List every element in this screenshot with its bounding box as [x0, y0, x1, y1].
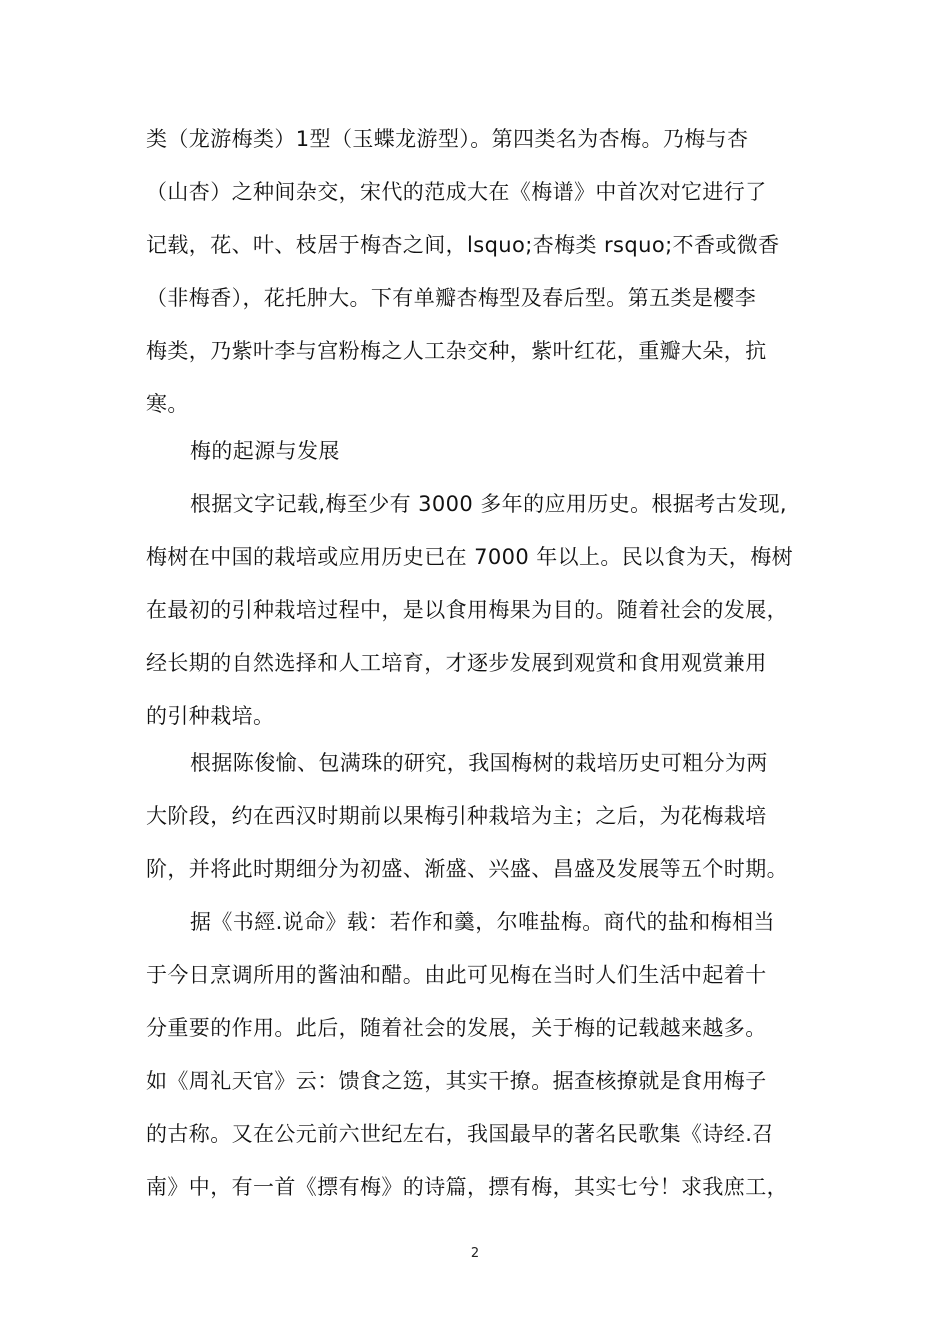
section-heading: 梅的起源与发展: [190, 439, 340, 463]
text-line: 梅树在中国的栽培或应用历史已在 7000 年以上。民以食为天，梅树: [146, 545, 793, 569]
text-line: （非梅香），花托肿大。下有单瓣杏梅型及春后型。第五类是樱李: [146, 286, 757, 310]
text-line: 大阶段，约在西汉时期前以果梅引种栽培为主；之后，为花梅栽培: [146, 804, 767, 828]
text-line: 在最初的引种栽培过程中，是以食用梅果为目的。随着社会的发展，: [146, 598, 788, 622]
text-line: 的引种栽培。: [146, 704, 275, 728]
text-line: 根据文字记载,梅至少有 3000 多年的应用历史。根据考古发现,: [190, 492, 787, 516]
text-line: 阶，并将此时期细分为初盛、渐盛、兴盛、昌盛及发展等五个时期。: [146, 857, 788, 881]
text-line: 根据陈俊愉、包满珠的研究，我国梅树的栽培历史可粗分为两: [190, 751, 768, 775]
text-line: 于今日烹调所用的酱油和醋。由此可见梅在当时人们生活中起着十: [146, 963, 767, 987]
text-line: 寒。: [146, 392, 189, 416]
text-line: 记载，花、叶、枝居于梅杏之间，lsquo;杏梅类 rsquo;不香或微香: [146, 233, 780, 257]
text-line: 经长期的自然选择和人工培育，才逐步发展到观赏和食用观赏兼用: [146, 651, 767, 675]
text-line: 分重要的作用。此后，随着社会的发展，关于梅的记载越来越多。: [146, 1016, 767, 1040]
text-line: 南》中，有一首《摽有梅》的诗篇，摽有梅，其实七兮！求我庶工，: [146, 1175, 788, 1199]
text-line: 如《周礼天官》云：馈食之笾，其实干撩。据查核撩就是食用梅子: [146, 1069, 767, 1093]
text-line: 的古称。又在公元前六世纪左右，我国最早的著名民歌集《诗经.召: [146, 1122, 774, 1146]
text-line: （山杏）之种间杂交，宋代的范成大在《梅谱》中首次对它进行了: [146, 180, 767, 204]
text-line: 据《书經.说命》载：若作和羹，尔唯盐梅。商代的盐和梅相当: [190, 910, 775, 934]
page-number: 2: [470, 1246, 480, 1261]
text-line: 梅类，乃紫叶李与宫粉梅之人工杂交种，紫叶红花，重瓣大朵，抗: [146, 339, 767, 363]
text-line: 类（龙游梅类）1型（玉蝶龙游型）。第四类名为杏梅。乃梅与杏: [146, 127, 749, 151]
